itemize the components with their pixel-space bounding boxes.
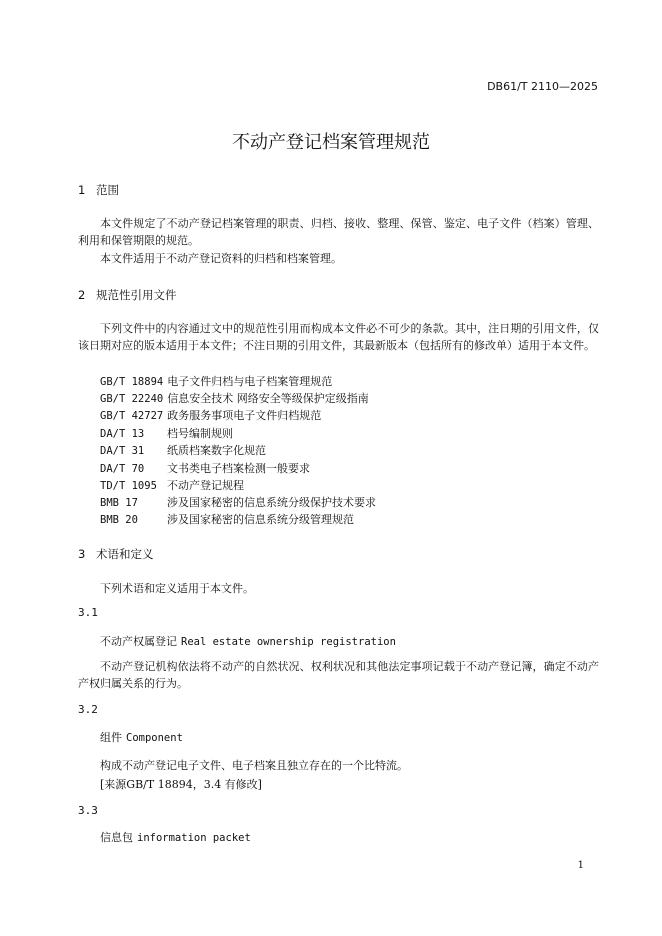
reference-item <box>100 390 369 406</box>
reference-item <box>100 442 266 458</box>
section-2-heading <box>78 287 177 303</box>
clause-number: 3.3 <box>78 804 98 817</box>
section-2-title: 规范性引用文件 <box>96 288 177 302</box>
term-definition: 构成不动产登记电子文件、电子档案且独立存在的一个比特流。 <box>100 759 408 772</box>
clause-number: 3.1 <box>78 606 98 619</box>
reference-item <box>100 477 244 493</box>
reference-title: 档号编制规则 <box>167 427 233 440</box>
term-source: [来源GB/T 18894，3.4 有修改] <box>100 778 262 791</box>
reference-item <box>100 407 321 423</box>
term-heading <box>100 729 183 745</box>
section-1-heading <box>78 182 119 198</box>
section-1-paragraph-2: 本文件适用于不动产登记资料的归档和档案管理。 <box>100 252 342 265</box>
reference-title: 信息安全技术 网络安全等级保护定级指南 <box>167 392 369 405</box>
section-3-title: 术语和定义 <box>96 547 154 561</box>
standard-code: DB61/T 2110—2025 <box>487 80 598 93</box>
reference-item <box>100 494 376 510</box>
reference-code: GB/T 22240 <box>100 393 164 405</box>
reference-code: BMB 17 <box>100 497 138 509</box>
reference-title: 电子文件归档与电子档案管理规范 <box>167 375 333 388</box>
reference-title: 涉及国家秘密的信息系统分级保护技术要求 <box>167 496 376 509</box>
reference-title: 涉及国家秘密的信息系统分级管理规范 <box>167 513 354 526</box>
reference-item <box>100 460 310 476</box>
document-title: 不动产登记档案管理规范 <box>232 132 430 153</box>
term-zh: 信息包 <box>100 831 133 844</box>
reference-code: DA/T 31 <box>100 445 145 457</box>
term-zh: 组件 <box>100 731 122 744</box>
reference-code: DA/T 70 <box>100 463 145 475</box>
reference-item <box>100 425 233 441</box>
section-3-number: 3 <box>78 547 86 561</box>
section-2-intro: 下列文件中的内容通过文中的规范性引用而构成本文件必不可少的条款。其中，注日期的引用文件，仅该日期对应的版本适用于本文件；不注日期的引用文件，其最新版本（包括所有的修改单）适用于本文件。 <box>78 322 599 352</box>
reference-item <box>100 373 332 389</box>
reference-code: BMB 20 <box>100 514 138 526</box>
reference-code: GB/T 18894 <box>100 376 164 388</box>
section-3-intro: 下列术语和定义适用于本文件。 <box>100 582 254 595</box>
term-definition: 不动产登记机构依法将不动产的自然状况、权利状况和其他法定事项记载于不动产登记簿，确定不动产产权归属关系的行为。 <box>78 660 599 690</box>
section-1-number: 1 <box>78 183 86 197</box>
reference-title: 不动产登记规程 <box>167 479 244 492</box>
term-en: Real estate ownership registration <box>181 636 396 648</box>
reference-title: 纸质档案数字化规范 <box>167 444 266 457</box>
section-3-heading <box>78 546 154 562</box>
reference-code: GB/T 42727 <box>100 410 164 422</box>
reference-code: DA/T 13 <box>100 428 145 440</box>
reference-item <box>100 511 354 527</box>
term-en: information packet <box>137 832 251 844</box>
section-2-number: 2 <box>78 288 86 302</box>
term-heading <box>100 829 251 845</box>
term-heading <box>100 633 396 649</box>
page-number: 1 <box>577 860 584 871</box>
reference-title: 文书类电子档案检测一般要求 <box>167 462 310 475</box>
section-1-paragraph-1: 本文件规定了不动产登记档案管理的职责、归档、接收、整理、保管、鉴定、电子文件（档案）管理、利用和保管期限的规范。 <box>78 217 599 247</box>
reference-code: TD/T 1095 <box>100 480 157 492</box>
clause-number: 3.2 <box>78 703 98 716</box>
term-en: Component <box>126 732 183 744</box>
reference-title: 政务服务事项电子文件归档规范 <box>167 409 322 422</box>
section-1-title: 范围 <box>96 183 119 197</box>
term-zh: 不动产权属登记 <box>100 635 177 648</box>
